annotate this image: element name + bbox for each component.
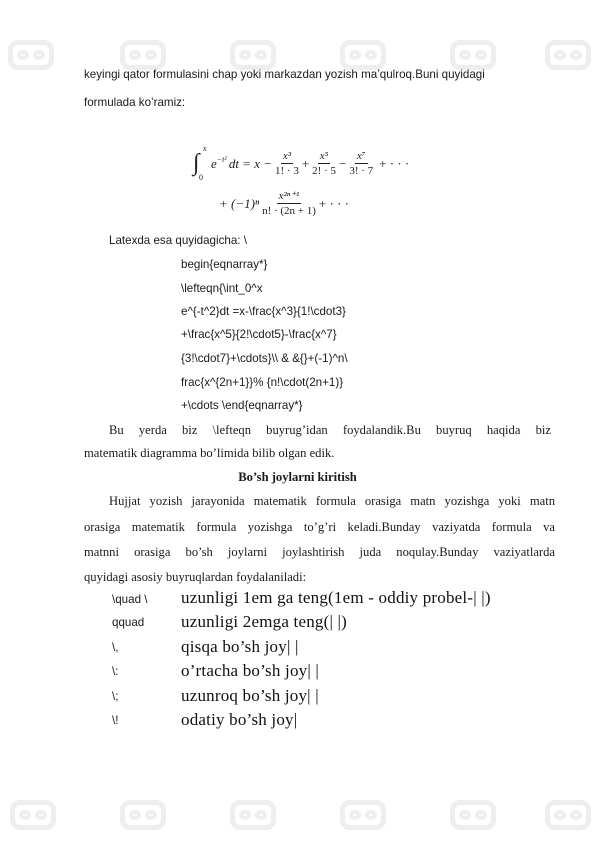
fraction: $\frac{\text{x²ⁿ⁺¹}}{n! \cdot (2n + 1)}$ bbox=[262, 190, 316, 217]
fraction: $\frac{\text{x³}}{1! \cdot 3}$ bbox=[275, 150, 299, 177]
watermark-logo bbox=[230, 800, 276, 830]
command-code: qquad bbox=[112, 616, 145, 629]
watermark-logo bbox=[545, 800, 591, 830]
fraction: $\frac{\text{x⁵}}{2! \cdot 5}$ bbox=[312, 150, 336, 177]
watermark-logo bbox=[450, 40, 496, 70]
command-code: \, bbox=[112, 641, 119, 654]
paragraph-line: keyingi qator formulasini chap yoki markazdan yozish ma’qulroq.Buni quyidagi bbox=[84, 68, 485, 81]
command-description: qisqa bo’sh joy| | bbox=[181, 637, 299, 656]
integrand-exponent: −t² bbox=[216, 154, 227, 164]
formula-ellipsis: + · · · bbox=[379, 156, 410, 171]
paragraph-line: formulada ko’ramiz: bbox=[84, 96, 186, 109]
operator: + bbox=[301, 156, 310, 171]
watermark-logo bbox=[340, 40, 386, 70]
command-description: uzunroq bo’sh joy| | bbox=[181, 686, 319, 705]
latex-code-line: {3!\cdot7}+\cdots}\\ & &{}+(-1)^n\ bbox=[181, 352, 348, 365]
formula-text: + (−1)ⁿ bbox=[219, 196, 260, 211]
paragraph-line: orasiga matematik formula yozishga to’g’ri keladi.Bunday vaziyatda formula va bbox=[84, 520, 555, 534]
command-code: \! bbox=[112, 714, 119, 727]
command-code: \; bbox=[112, 690, 119, 703]
watermark-logo bbox=[545, 40, 591, 70]
latex-code-line: +\cdots \end{eqnarray*} bbox=[181, 399, 303, 412]
paragraph-line: matnni orasiga bo’sh joylarni joylashtirish juda noqulay.Bunday vaziyatlarda bbox=[84, 545, 555, 559]
latex-code-line: e^{-t^2}dt =x-\frac{x^3}{1!\cdot3} bbox=[181, 305, 346, 318]
command-description: uzunligi 1em ga teng(1em - oddiy probel-| |) bbox=[181, 588, 491, 607]
fraction: $\frac{\text{x⁷}}{3! \cdot 7}$ bbox=[349, 150, 374, 177]
command-description: o’rtacha bo’sh joy| | bbox=[181, 661, 320, 680]
integral-lower-limit: 0 bbox=[199, 173, 203, 182]
latex-code-line: \lefteqn{\int_0^x bbox=[181, 282, 263, 295]
watermark-logo bbox=[450, 800, 496, 830]
section-heading: Bo’sh joylarni kiritish bbox=[238, 470, 357, 484]
command-code: \: bbox=[112, 665, 119, 678]
integral-sign: ∫ bbox=[193, 150, 200, 176]
watermark-logo bbox=[8, 40, 54, 70]
operator: − bbox=[339, 156, 347, 171]
latex-intro: Latexda esa quyidagicha: \ bbox=[109, 234, 247, 247]
watermark-logo bbox=[120, 800, 166, 830]
paragraph-line: quyidagi asosiy buyruqlardan foydalaniladi: bbox=[84, 570, 307, 584]
integrand: e bbox=[211, 156, 217, 171]
latex-code-line: begin{eqnarray*} bbox=[181, 258, 268, 271]
command-description: uzunligi 2emga teng(| |) bbox=[181, 612, 347, 631]
integral-formula bbox=[193, 146, 458, 224]
paragraph-line: Bu yerda biz \lefteqn buyrug’idan foydalandik.Bu buyruq haqida biz bbox=[109, 423, 551, 437]
watermark-logo bbox=[230, 40, 276, 70]
watermark-logo bbox=[340, 800, 386, 830]
integral-upper-limit: x bbox=[203, 144, 207, 153]
watermark-logo bbox=[120, 40, 166, 70]
latex-code-line: +\frac{x^5}{2!\cdot5}-\frac{x^7} bbox=[181, 328, 337, 341]
latex-code-line: frac{x^{2n+1}}% {n!\cdot(2n+1)} bbox=[181, 376, 344, 389]
formula-ellipsis: + · · · bbox=[318, 196, 349, 211]
watermark-logo bbox=[10, 800, 56, 830]
command-code: \quad \ bbox=[112, 593, 148, 606]
command-description: odatiy bo’sh joy| bbox=[181, 710, 298, 729]
paragraph-line: Hujjat yozish jarayonida matematik formula orasiga matn yozishga yoki matn bbox=[109, 494, 555, 508]
paragraph-line: matematik diagramma bo’limida bilib olgan edik. bbox=[84, 446, 335, 460]
formula-text: dt = x − bbox=[228, 156, 272, 171]
